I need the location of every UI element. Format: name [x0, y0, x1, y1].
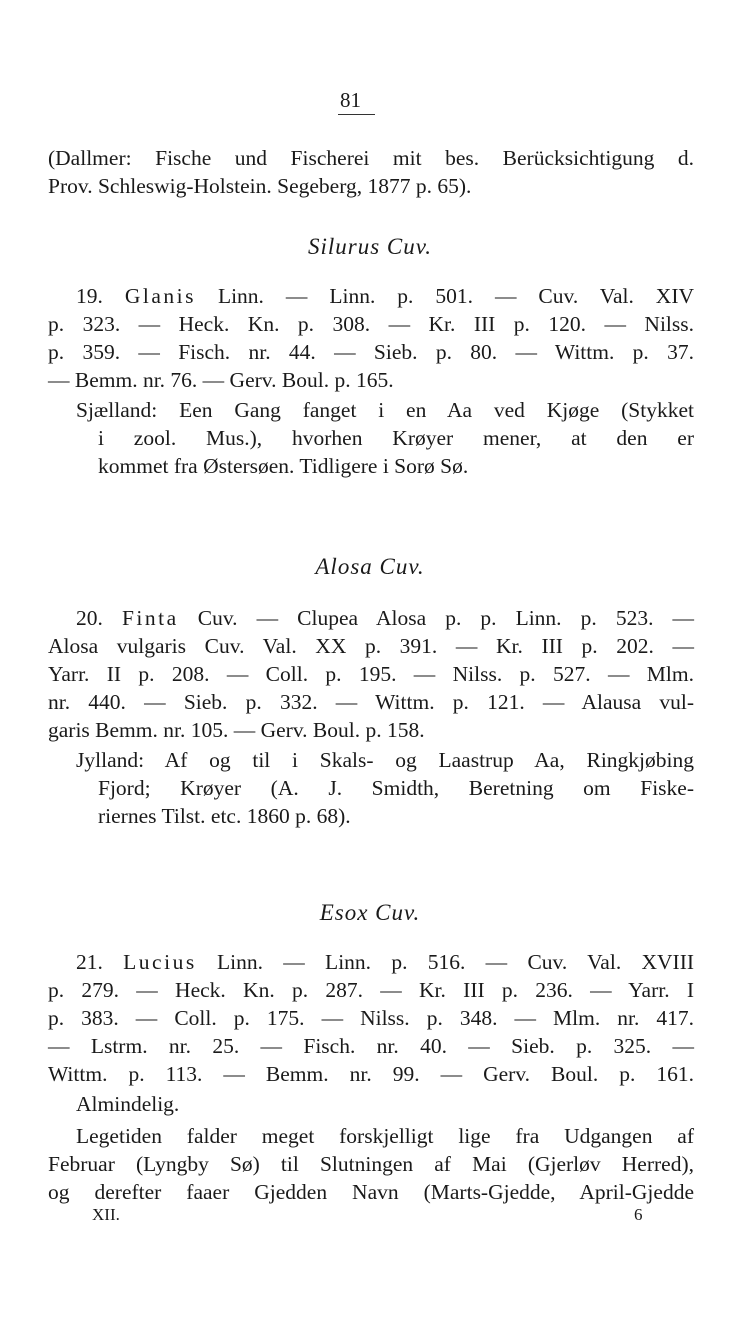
citation-text: Cuv. — Clupea Alosa p. p. Linn. p. 523. —	[197, 606, 695, 630]
locality-line	[76, 396, 694, 424]
species-name: Finta	[121, 606, 179, 630]
genus-heading-alosa: Alosa Cuv.	[315, 554, 425, 579]
locality-label: Sjælland:	[76, 398, 158, 422]
locality-line: i zool. Mus.), hvorhen Krøyer mener, at den er	[98, 426, 694, 450]
citation-line: p. 383. — Coll. p. 175. — Nilss. p. 348. — Mlm. nr. 417.	[48, 1006, 694, 1030]
genus-heading-esox: Esox Cuv.	[319, 900, 421, 925]
locality-line	[76, 746, 694, 774]
spawning-line: Februar (Lyngby Sø) til Slutningen af Mai (Gjerløv Herred),	[48, 1152, 694, 1176]
citation-line: Wittm. p. 113. — Bemm. nr. 99. — Gerv. Boul. p. 161.	[48, 1062, 694, 1086]
citation-line: p. 359. — Fisch. nr. 44. — Sieb. p. 80. — Wittm. p. 37.	[48, 340, 694, 364]
volume-mark: XII.	[92, 1205, 120, 1224]
species-entry-line	[76, 604, 694, 632]
intro-line: Prov. Schleswig-Holstein. Segeberg, 1877 p. 65).	[48, 174, 472, 198]
spawning-line: og derefter faaer Gjedden Navn (Marts-Gjedde, April-Gjedde	[48, 1180, 694, 1204]
entry-number: 20.	[76, 606, 103, 630]
locality-text: Een Gang fanget i en Aa ved Kjøge (Stykket	[179, 398, 694, 422]
locality-line: riernes Tilst. etc. 1860 p. 68).	[98, 804, 351, 828]
entry-number: 19.	[76, 284, 103, 308]
species-entry-line	[76, 282, 694, 310]
citation-line: — Bemm. nr. 76. — Gerv. Boul. p. 165.	[48, 368, 394, 392]
citation-line: — Lstrm. nr. 25. — Fisch. nr. 40. — Sieb. p. 325. —	[48, 1034, 694, 1058]
citation-line: p. 323. — Heck. Kn. p. 308. — Kr. III p. 120. — Nilss.	[48, 312, 694, 336]
species-name: Glanis	[124, 284, 196, 308]
citation-line: nr. 440. — Sieb. p. 332. — Wittm. p. 121. — Alausa vul-	[48, 690, 694, 714]
spawning-line: Legetiden falder meget forskjelligt lige fra Udgangen af	[76, 1124, 694, 1148]
entry-number: 21.	[76, 950, 103, 974]
intro-line: (Dallmer: Fische und Fischerei mit bes. Berücksichtigung d.	[48, 146, 694, 170]
citation-line: Yarr. II p. 208. — Coll. p. 195. — Nilss. p. 527. — Mlm.	[48, 662, 694, 686]
citation-line: garis Bemm. nr. 105. — Gerv. Boul. p. 158.	[48, 718, 425, 742]
general-note: Almindelig.	[76, 1092, 180, 1116]
locality-line: kommet fra Østersøen. Tidligere i Sorø Sø.	[98, 454, 469, 478]
species-entry-line	[76, 948, 694, 976]
citation-text: Linn. — Linn. p. 516. — Cuv. Val. XVIII	[217, 950, 695, 974]
species-name: Lucius	[123, 950, 197, 974]
locality-text: Af og til i Skals- og Laastrup Aa, Ringkjøbing	[164, 748, 694, 772]
citation-text: Linn. — Linn. p. 501. — Cuv. Val. XIV	[217, 284, 695, 308]
locality-label: Jylland:	[76, 748, 145, 772]
citation-line: Alosa vulgaris Cuv. Val. XX p. 391. — Kr. III p. 202. —	[48, 634, 694, 658]
citation-line: p. 279. — Heck. Kn. p. 287. — Kr. III p. 236. — Yarr. I	[48, 978, 694, 1002]
signature-mark: 6	[634, 1205, 643, 1224]
locality-line: Fjord; Krøyer (A. J. Smidth, Beretning om Fiske-	[98, 776, 694, 800]
page-number: 81	[338, 86, 375, 115]
genus-heading-silurus: Silurus Cuv.	[307, 234, 433, 259]
